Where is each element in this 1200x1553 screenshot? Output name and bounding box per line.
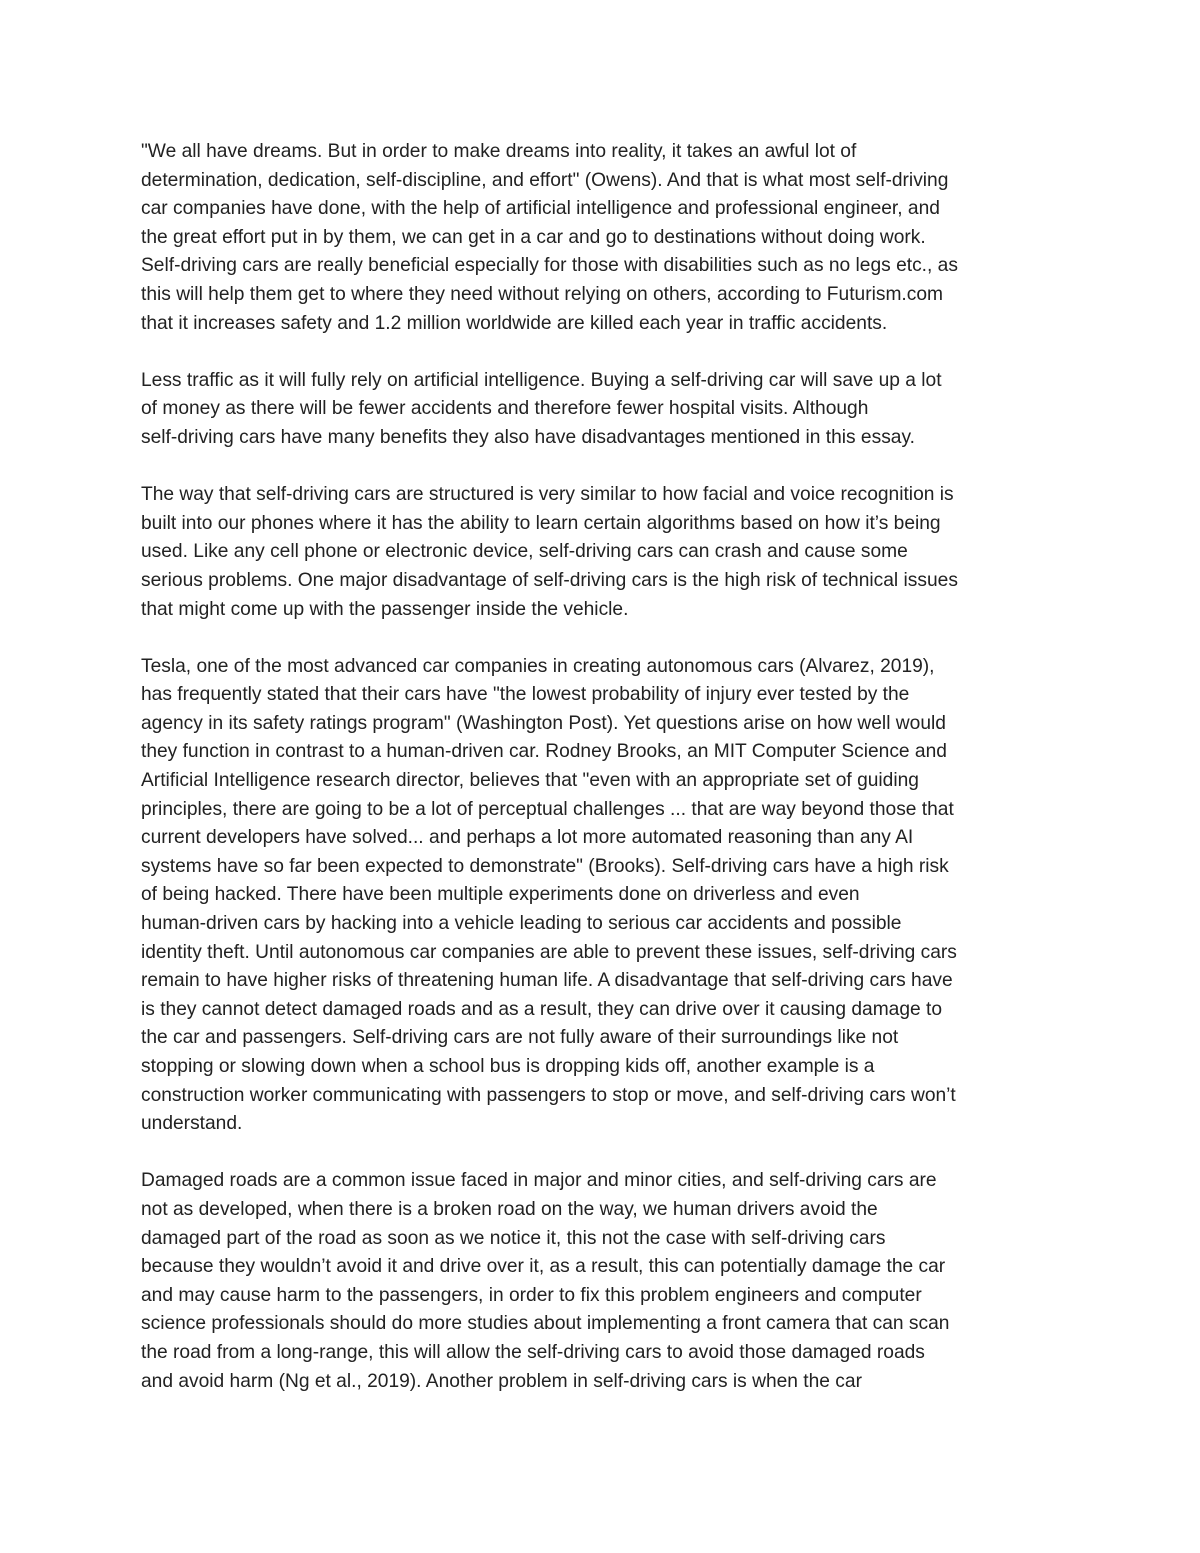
text-line: car companies have done, with the help of artificial intelligence and professional engineer, and	[141, 198, 940, 220]
text-line: not as developed, when there is a broken road on the way, we human drivers avoid the	[141, 1198, 878, 1220]
text-line: because they wouldn’t avoid it and drive over it, as a result, this can potentially damage the car	[141, 1256, 946, 1278]
text-line: the road from a long-range, this will allow the self-driving cars to avoid those damaged roads	[141, 1341, 925, 1363]
text-line: determination, dedication, self-discipline, and effort" (Owens). And that is what most self-driving	[141, 169, 949, 191]
text-line: that it increases safety and 1.2 million worldwide are killed each year in traffic accidents.	[141, 312, 888, 334]
paragraph-4	[141, 653, 1066, 1139]
text-line: identity theft. Until autonomous car companies are able to prevent these issues, self-driving cars	[141, 941, 957, 963]
text-line: systems have so far been expected to demonstrate" (Brooks). Self-driving cars have a high risk	[141, 855, 949, 877]
text-line: of being hacked. There have been multiple experiments done on driverless and even	[141, 884, 860, 906]
text-line: "We all have dreams. But in order to make dreams into reality, it takes an awful lot of	[141, 141, 857, 162]
text-line: the car and passengers. Self-driving cars are not fully aware of their surroundings like not	[141, 1027, 899, 1049]
text-line: understand.	[141, 1113, 243, 1135]
text-line: that might come up with the passenger inside the vehicle.	[141, 598, 629, 620]
text-line: this will help them get to where they need without relying on others, according to Futurism.com	[141, 283, 944, 305]
text-line: construction worker communicating with passengers to stop or move, and self-driving cars won’t	[141, 1084, 956, 1106]
text-line: and avoid harm (Ng et al., 2019). Another problem in self-driving cars is when the car	[141, 1370, 862, 1392]
text-line: current developers have solved... and perhaps a lot more automated reasoning than any AI	[141, 827, 914, 849]
text-line: agency in its safety ratings program" (Washington Post). Yet questions arise on how well would	[141, 712, 946, 734]
paragraph-1	[141, 138, 1066, 338]
text-line: remain to have higher risks of threatening human life. A disadvantage that self-driving cars have	[141, 970, 953, 992]
paragraph-5	[141, 1167, 1066, 1396]
text-line: Artificial Intelligence research director, believes that "even with an appropriate set of guiding	[141, 770, 919, 792]
text-line: has frequently stated that their cars have "the lowest probability of injury ever tested by the	[141, 684, 910, 706]
text-line: of money as there will be fewer accidents and therefore fewer hospital visits. Although	[141, 398, 869, 420]
text-line: Damaged roads are a common issue faced in major and minor cities, and self-driving cars are	[141, 1170, 937, 1192]
text-line: Self-driving cars are really beneficial especially for those with disabilities such as no legs etc., as	[141, 255, 958, 277]
text-line: Less traffic as it will fully rely on artificial intelligence. Buying a self-driving car will save up a lot	[141, 369, 942, 391]
text-line: human-driven cars by hacking into a vehicle leading to serious car accidents and possible	[141, 913, 902, 935]
text-line: serious problems. One major disadvantage of self-driving cars is the high risk of technical issues	[141, 569, 958, 591]
text-line: Tesla, one of the most advanced car companies in creating autonomous cars (Alvarez, 2019),	[141, 655, 935, 677]
text-line: is they cannot detect damaged roads and as a result, they can drive over it causing damage to	[141, 998, 943, 1020]
text-line: stopping or slowing down when a school bus is dropping kids off, another example is a	[141, 1056, 875, 1077]
text-line: science professionals should do more studies about implementing a front camera that can scan	[141, 1313, 950, 1335]
text-line: and may cause harm to the passengers, in order to fix this problem engineers and computer	[141, 1284, 922, 1306]
text-line: principles, there are going to be a lot of perceptual challenges ... that are way beyond those that	[141, 798, 954, 820]
paragraph-3	[141, 481, 1066, 624]
text-line: The way that self-driving cars are structured is very similar to how facial and voice recognition is	[141, 484, 954, 506]
text-line: the great effort put in by them, we can get in a car and go to destinations without doing work.	[141, 226, 926, 248]
essay-body	[141, 138, 1066, 1425]
text-line: self-driving cars have many benefits they also have disadvantages mentioned in this essay.	[141, 426, 915, 448]
text-line: they function in contrast to a human-driven car. Rodney Brooks, an MIT Computer Science and	[141, 741, 947, 763]
paragraph-2	[141, 367, 1066, 453]
text-line: built into our phones where it has the ability to learn certain algorithms based on how it’s being	[141, 512, 941, 534]
text-line: damaged part of the road as soon as we notice it, this not the case with self-driving cars	[141, 1227, 886, 1249]
text-line: used. Like any cell phone or electronic device, self-driving cars can crash and cause some	[141, 541, 908, 563]
